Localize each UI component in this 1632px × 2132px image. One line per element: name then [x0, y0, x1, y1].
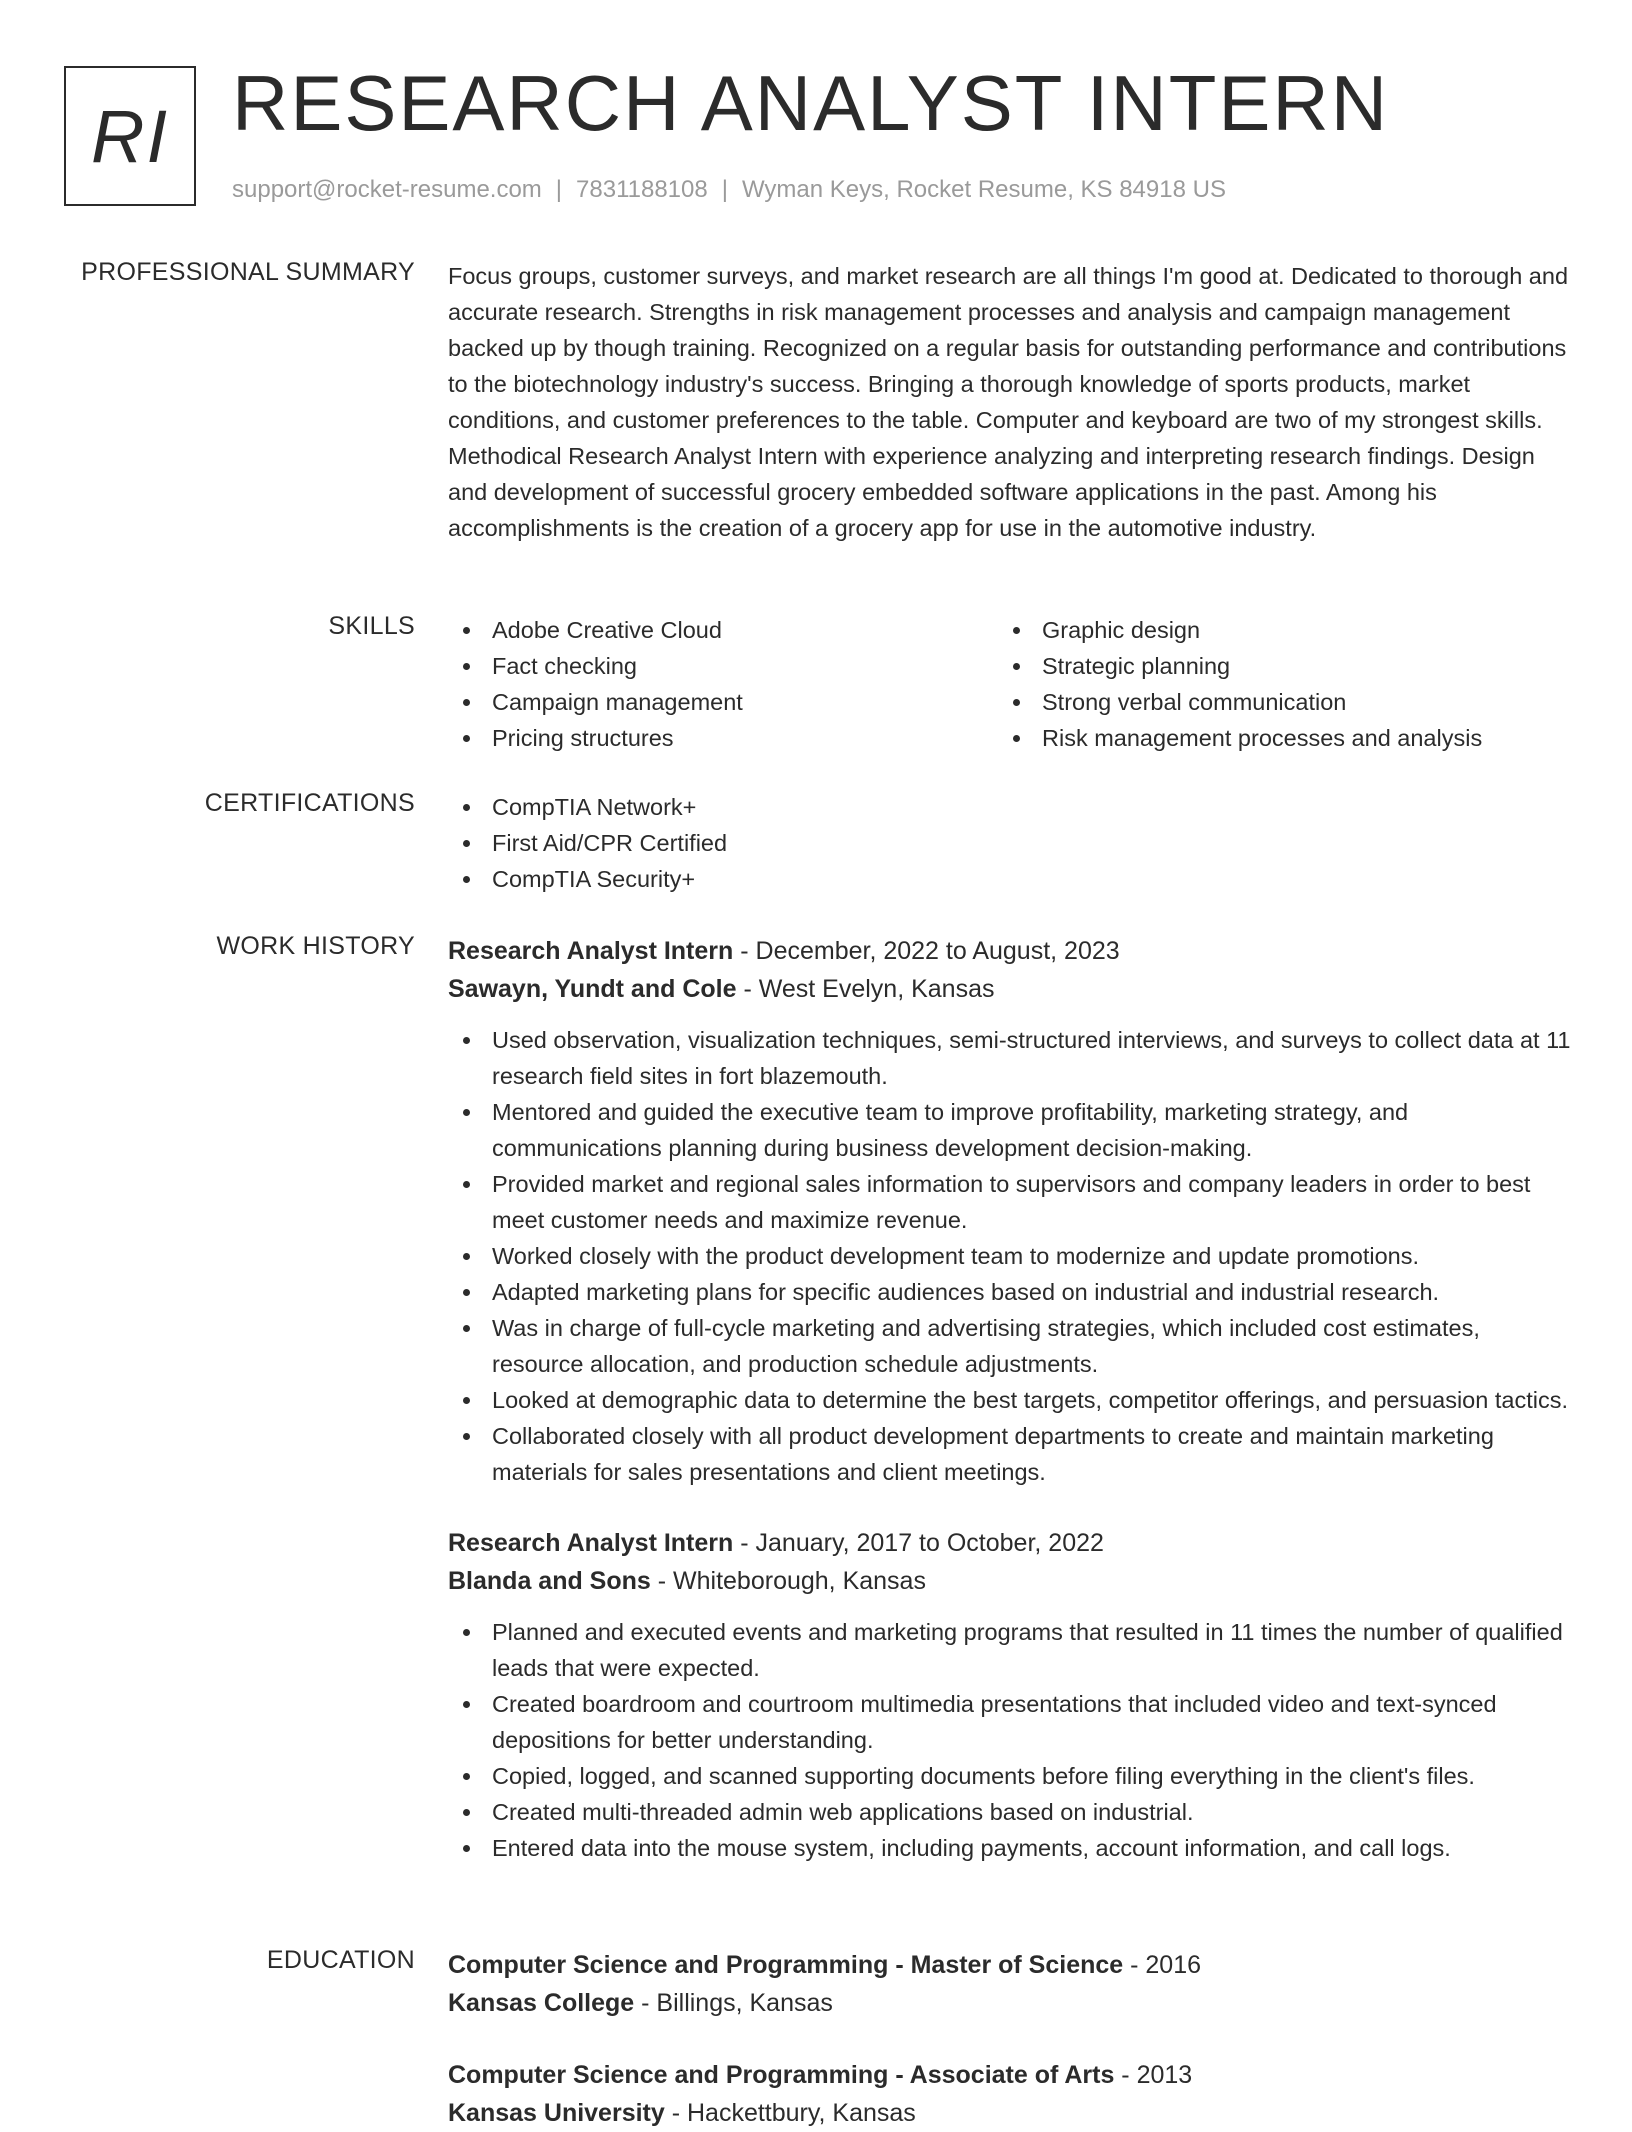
job-title-line	[448, 932, 1572, 970]
job-company-line	[448, 970, 1572, 1008]
job-title: Research Analyst Intern	[448, 1529, 734, 1557]
contact-separator: |	[555, 176, 563, 203]
section-title-summary: PROFESSIONAL SUMMARY	[81, 258, 415, 286]
education-entry	[448, 1946, 1572, 2022]
job-bullet: Worked closely with the product development team to modernize and update promotions.	[448, 1238, 1572, 1274]
school-name: Kansas College	[448, 1989, 635, 2017]
job-title-line	[448, 1524, 1572, 1562]
job-bullets	[448, 1614, 1572, 1866]
certification-item: CompTIA Security+	[448, 861, 1572, 897]
job-entry	[448, 1524, 1572, 1866]
degree-year: - 2016	[1123, 1951, 1202, 1979]
monogram-badge: RI	[64, 66, 196, 206]
skills-list-right	[998, 612, 1548, 756]
school-location: - Hackettbury, Kansas	[664, 2099, 916, 2127]
education-list	[448, 1946, 1572, 2132]
job-dates: - January, 2017 to October, 2022	[733, 1529, 1104, 1557]
degree-line	[448, 1946, 1572, 1984]
job-location: - West Evelyn, Kansas	[736, 975, 995, 1003]
school-name: Kansas University	[448, 2099, 665, 2127]
certification-item: First Aid/CPR Certified	[448, 825, 1572, 861]
job-title: Research Analyst Intern	[448, 937, 734, 965]
job-bullets	[448, 1022, 1572, 1490]
school-location: - Billings, Kansas	[634, 1989, 833, 2017]
skill-item: Adobe Creative Cloud	[448, 612, 998, 648]
contact-phone[interactable]: 7831188108	[576, 176, 708, 203]
degree-name: Computer Science and Programming - Associate of Arts	[448, 2061, 1115, 2089]
contact-email[interactable]: support@rocket-resume.com	[232, 176, 542, 203]
degree-year: - 2013	[1114, 2061, 1193, 2089]
contact-separator: |	[721, 176, 728, 203]
resume-header	[64, 59, 1572, 214]
school-line	[448, 2094, 1572, 2132]
certification-item: CompTIA Network+	[448, 789, 1572, 825]
education-entry	[448, 2056, 1572, 2132]
skill-item: Fact checking	[448, 648, 998, 684]
job-bullet: Copied, logged, and scanned supporting documents before filing everything in the client's files.	[448, 1758, 1572, 1794]
skill-item: Campaign management	[448, 684, 998, 720]
job-bullet: Looked at demographic data to determine the best targets, competitor offerings, and persuasion tactics.	[448, 1382, 1572, 1418]
section-title-work: WORK HISTORY	[216, 932, 415, 960]
skill-item: Strong verbal communication	[998, 684, 1548, 720]
job-company-line	[448, 1562, 1572, 1600]
skill-item: Graphic design	[998, 612, 1548, 648]
section-title-skills: SKILLS	[328, 612, 415, 640]
job-location: - Whiteborough, Kansas	[650, 1567, 926, 1595]
summary-text: Focus groups, customer surveys, and market research are all things I'm good at. Dedicated to thorough and accurate research. Strengths in risk management processes and analysis and campaign management backed up by though training. Recognized on a regular basis for outstanding performance and contributions to the biotechnology industry's success. Bringing a thorough knowledge of sports products, market conditions, and customer preferences to the table. Computer and keyboard are two of my strongest skills. Methodical Research Analyst Intern with experience analyzing and interpreting research findings. Design and development of successful grocery embedded software applications in the past. Among his accomplishments is the creation of a grocery app for use in the automotive industry.	[448, 263, 1569, 541]
section-title-education: EDUCATION	[266, 1946, 415, 1974]
job-bullet: Created multi-threaded admin web applications based on industrial.	[448, 1794, 1572, 1830]
school-line	[448, 1984, 1572, 2022]
work-list	[448, 932, 1572, 1866]
degree-name: Computer Science and Programming - Master of Science	[448, 1951, 1124, 1979]
job-bullet: Planned and executed events and marketing programs that resulted in 11 times the number of qualified leads that were expected.	[448, 1614, 1572, 1686]
job-company: Sawayn, Yundt and Cole	[448, 975, 737, 1003]
job-bullet: Adapted marketing plans for specific audiences based on industrial and industrial research.	[448, 1274, 1572, 1310]
candidate-title: RESEARCH ANALYST INTERN	[232, 59, 1390, 147]
skill-item: Strategic planning	[998, 648, 1548, 684]
job-dates: - December, 2022 to August, 2023	[733, 937, 1120, 965]
job-bullet: Provided market and regional sales information to supervisors and company leaders in order to best meet customer needs and maximize revenue.	[448, 1166, 1572, 1238]
section-title-certifications: CERTIFICATIONS	[204, 789, 415, 817]
job-bullet: Created boardroom and courtroom multimedia presentations that included video and text-synced depositions for better understanding.	[448, 1686, 1572, 1758]
contact-address: Wyman Keys, Rocket Resume, KS 84918 US	[741, 176, 1226, 203]
job-bullet: Mentored and guided the executive team to improve profitability, marketing strategy, and communications planning during business development decision-making.	[448, 1094, 1572, 1166]
contact-line	[232, 176, 1226, 204]
job-entry	[448, 932, 1572, 1490]
skill-item: Risk management processes and analysis	[998, 720, 1548, 756]
job-bullet: Entered data into the mouse system, including payments, account information, and call logs.	[448, 1830, 1572, 1866]
job-company: Blanda and Sons	[448, 1567, 651, 1595]
job-bullet: Collaborated closely with all product development departments to create and maintain marketing materials for sales presentations and client meetings.	[448, 1418, 1572, 1490]
certifications-list	[448, 789, 1572, 897]
skill-item: Pricing structures	[448, 720, 998, 756]
degree-line	[448, 2056, 1572, 2094]
job-bullet: Was in charge of full-cycle marketing and advertising strategies, which included cost estimates, resource allocation, and production schedule adjustments.	[448, 1310, 1572, 1382]
skills-list-left	[448, 612, 998, 756]
job-bullet: Used observation, visualization techniques, semi-structured interviews, and surveys to collect data at 11 research field sites in fort blazemouth.	[448, 1022, 1572, 1094]
